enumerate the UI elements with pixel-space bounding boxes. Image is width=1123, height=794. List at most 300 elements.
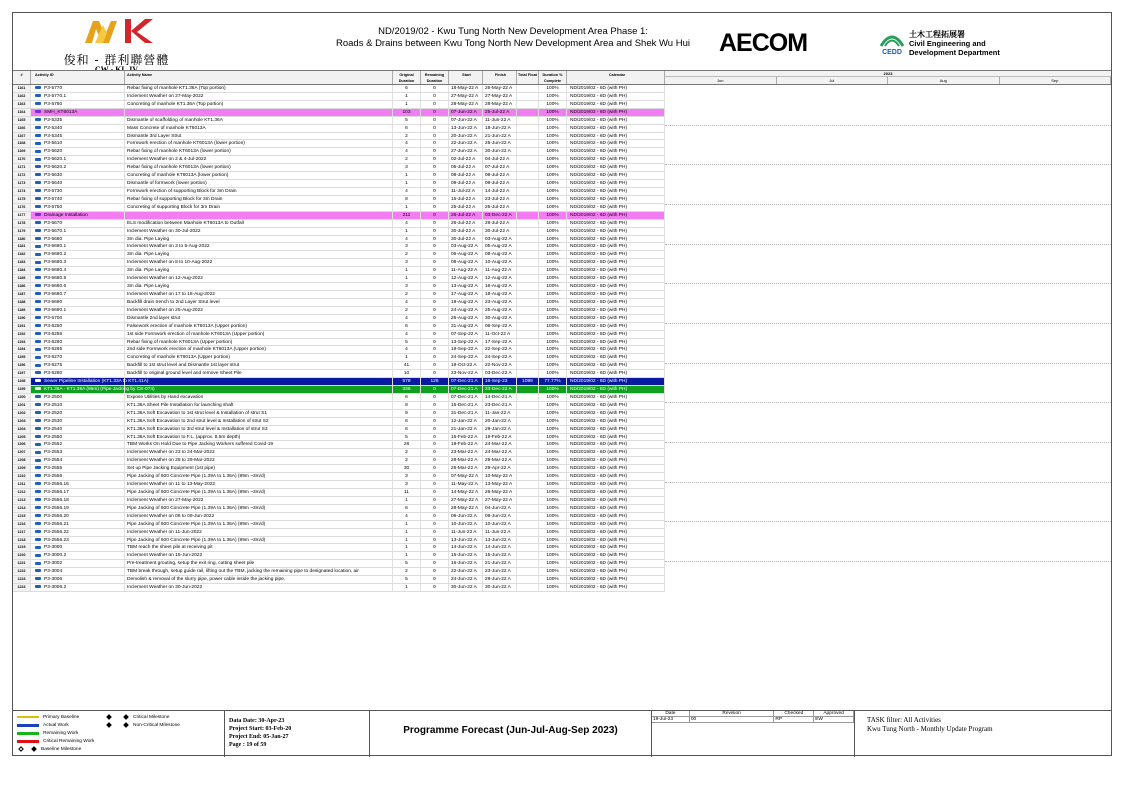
critical-remaining-swatch xyxy=(17,740,39,743)
activity-bar-icon xyxy=(35,348,41,351)
calendar: ND/2019/02 - 6D (with PH) xyxy=(567,331,665,338)
table-row[interactable] xyxy=(13,426,665,434)
finish-date: 23-Dec-22 A xyxy=(483,386,517,393)
activity-id-text: P3-5345 xyxy=(44,133,63,139)
table-row[interactable] xyxy=(13,346,665,354)
original-duration: 1 xyxy=(393,497,421,504)
start-date: 28-May-22 A xyxy=(449,101,483,108)
finish-date: 27-May-22 A xyxy=(483,93,517,100)
activity-name: Inclement Weather on 27-May-2022 xyxy=(125,93,393,100)
col-total-float[interactable]: Total Float xyxy=(517,71,539,84)
activity-name xyxy=(125,109,393,116)
activity-id xyxy=(31,513,125,520)
activity-name: Dismantle of scaffolding of manhole KT1.36A xyxy=(125,117,393,124)
table-row[interactable] xyxy=(13,117,665,125)
noncritical-milestone-icon-2 xyxy=(123,722,129,728)
calendar: ND/2019/02 - 6D (with PH) xyxy=(567,568,665,575)
original-duration: 2 xyxy=(393,291,421,298)
table-row[interactable] xyxy=(13,449,665,457)
row-number: 1186 xyxy=(13,283,31,290)
percent-complete: 100% xyxy=(539,457,567,464)
percent-complete: 100% xyxy=(539,275,567,282)
table-row[interactable] xyxy=(13,85,665,93)
row-number: 1183 xyxy=(13,259,31,266)
total-float xyxy=(517,275,539,282)
activity-name: Expose Utilities by Hand excavation xyxy=(125,394,393,401)
activity-id-text: P3-5670.1 xyxy=(44,228,67,234)
activity-id-text: P3-2530 xyxy=(44,418,63,424)
row-number: 1210 xyxy=(13,473,31,480)
finish-date: 05-Aug-22 A xyxy=(483,243,517,250)
col-activity-name[interactable]: Activity Name xyxy=(125,71,393,84)
remaining-duration: 0 xyxy=(421,117,449,124)
activity-id xyxy=(31,370,125,377)
col-remaining-duration[interactable]: Remaining Duration xyxy=(421,71,449,84)
activity-id-text: P3-5680.2 xyxy=(44,252,67,258)
remaining-duration: 0 xyxy=(421,283,449,290)
total-float xyxy=(517,267,539,274)
percent-complete: 100% xyxy=(539,441,567,448)
percent-complete: 100% xyxy=(539,117,567,124)
wbs-summary-row[interactable] xyxy=(13,386,665,394)
remaining-duration: 0 xyxy=(421,156,449,163)
row-number: 1193 xyxy=(13,339,31,346)
filter-line2: Kwu Tung North - Monthly Update Program xyxy=(867,725,993,733)
gantt-gridline xyxy=(665,402,1111,403)
col-percent-complete[interactable]: Duration % Complete xyxy=(539,71,567,84)
jv-name-chinese: 俊和 - 群利聯營體 xyxy=(63,53,170,67)
percent-complete: 100% xyxy=(539,133,567,140)
table-row[interactable] xyxy=(13,473,665,481)
wbs-icon xyxy=(35,110,41,113)
table-row[interactable] xyxy=(13,220,665,228)
row-number: 1168 xyxy=(13,140,31,147)
table-row[interactable] xyxy=(13,188,665,196)
activity-id xyxy=(31,93,125,100)
calendar: ND/2019/02 - 6D (with PH) xyxy=(567,497,665,504)
remaining-duration: 0 xyxy=(421,457,449,464)
table-row[interactable] xyxy=(13,93,665,101)
activity-id-text: KT1.36A - KT1.39A (99m) (Pipe Jacking by CE-074) xyxy=(44,387,155,393)
total-float xyxy=(517,513,539,520)
remaining-duration: 0 xyxy=(421,386,449,393)
finish-date: 24-Mar-22 A xyxy=(483,441,517,448)
table-row[interactable] xyxy=(13,410,665,418)
original-duration: 1 xyxy=(393,228,421,235)
table-row[interactable] xyxy=(13,228,665,236)
table-row[interactable] xyxy=(13,505,665,513)
original-duration: 3 xyxy=(393,164,421,171)
activity-id-text: P3-2556.16 xyxy=(44,482,69,488)
start-date: 24-Sep-22 A xyxy=(449,354,483,361)
activity-id xyxy=(31,323,125,330)
gantt-gridline xyxy=(665,125,1111,126)
calendar: ND/2019/02 - 6D (with PH) xyxy=(567,259,665,266)
activity-id xyxy=(31,220,125,227)
table-row[interactable] xyxy=(13,434,665,442)
activity-bar-icon xyxy=(35,427,41,430)
col-num[interactable]: # xyxy=(13,71,31,84)
activity-id xyxy=(31,584,125,591)
table-row[interactable] xyxy=(13,251,665,259)
data-date: Data Date: 30-Apr-23 xyxy=(229,718,285,724)
legend-label: Primary Baseline xyxy=(43,714,80,720)
calendar: ND/2019/02 - 6D (with PH) xyxy=(567,560,665,567)
activity-bar-icon xyxy=(35,530,41,533)
table-row[interactable] xyxy=(13,299,665,307)
finish-date: 10-May-22 A xyxy=(483,473,517,480)
activity-bar-icon xyxy=(35,94,41,97)
activity-bar-icon xyxy=(35,403,41,406)
activity-name: Inclement Weather on 17 to 18-Aug-2022 xyxy=(125,291,393,298)
activity-id xyxy=(31,497,125,504)
percent-complete: 100% xyxy=(539,236,567,243)
table-row[interactable] xyxy=(13,291,665,299)
percent-complete: 100% xyxy=(539,307,567,314)
table-row[interactable] xyxy=(13,125,665,133)
table-row[interactable] xyxy=(13,457,665,465)
start-date: 07-May-22 A xyxy=(449,473,483,480)
remaining-duration: 0 xyxy=(421,473,449,480)
activity-bar-icon xyxy=(35,340,41,343)
finish-date: 29-Jan-22 A xyxy=(483,426,517,433)
percent-complete: 100% xyxy=(539,140,567,147)
total-float xyxy=(517,117,539,124)
calendar: ND/2019/02 - 6D (with PH) xyxy=(567,251,665,258)
row-number: 1203 xyxy=(13,418,31,425)
finish-date: 29-Jun-22 A xyxy=(483,576,517,583)
original-duration: 4 xyxy=(393,236,421,243)
activity-id-text: P3-5680 xyxy=(44,236,63,242)
wbs-summary-row[interactable] xyxy=(13,109,665,117)
table-row[interactable] xyxy=(13,560,665,568)
activity-name: Formwork erection of manhole KT6013A (lower portion) xyxy=(125,140,393,147)
table-row[interactable] xyxy=(13,529,665,537)
activity-id xyxy=(31,489,125,496)
percent-complete: 100% xyxy=(539,156,567,163)
col-start[interactable]: Start xyxy=(449,71,483,84)
finish-date: 29-Jul-22 A xyxy=(483,220,517,227)
activity-id xyxy=(31,125,125,132)
col-finish[interactable]: Finish xyxy=(483,71,517,84)
original-duration: 1 xyxy=(393,521,421,528)
activity-name xyxy=(125,378,393,385)
total-float xyxy=(517,521,539,528)
activity-bar-icon xyxy=(35,118,41,121)
activity-id-text: P3-2520 xyxy=(44,410,63,416)
total-float xyxy=(517,410,539,417)
table-row[interactable] xyxy=(13,148,665,156)
activity-bar-icon xyxy=(35,126,41,129)
table-row[interactable] xyxy=(13,236,665,244)
table-row[interactable] xyxy=(13,497,665,505)
table-row[interactable] xyxy=(13,331,665,339)
row-number: 1197 xyxy=(13,370,31,377)
table-row[interactable] xyxy=(13,164,665,172)
table-row[interactable] xyxy=(13,323,665,331)
original-duration: 5 xyxy=(393,339,421,346)
row-number: 1164 xyxy=(13,109,31,116)
table-row[interactable] xyxy=(13,196,665,204)
activity-bar-icon xyxy=(35,237,41,240)
finish-date: 11-Jun-22 A xyxy=(483,529,517,536)
activity-bar-icon xyxy=(35,316,41,319)
percent-complete: 100% xyxy=(539,283,567,290)
calendar: ND/2019/02 - 6D (with PH) xyxy=(567,370,665,377)
activity-id-text: P3-5630 xyxy=(44,173,63,179)
activity-bar-icon xyxy=(35,451,41,454)
remaining-duration: 0 xyxy=(421,537,449,544)
remaining-duration: 0 xyxy=(421,339,449,346)
percent-complete: 100% xyxy=(539,172,567,179)
activity-bar-icon xyxy=(35,514,41,517)
total-float xyxy=(517,204,539,211)
table-row[interactable] xyxy=(13,243,665,251)
row-number: 1221 xyxy=(13,560,31,567)
activity-id xyxy=(31,236,125,243)
start-date: 25-Mar-22 A xyxy=(449,465,483,472)
activity-id xyxy=(31,339,125,346)
table-row[interactable] xyxy=(13,259,665,267)
activity-id xyxy=(31,101,125,108)
task-filter xyxy=(855,711,1111,757)
remaining-duration: 0 xyxy=(421,180,449,187)
gantt-gridline xyxy=(665,482,1111,483)
remaining-duration: 0 xyxy=(421,307,449,314)
finish-date: 03-Dec-22 A xyxy=(483,370,517,377)
activity-bar-icon xyxy=(35,181,41,184)
activity-id-text: P3-2540 xyxy=(44,426,63,432)
table-row[interactable] xyxy=(13,441,665,449)
start-date: 20-Jun-22 A xyxy=(449,133,483,140)
activity-name: Rebar fixing of manhole KT6013A (lower portion) xyxy=(125,148,393,155)
table-row[interactable] xyxy=(13,133,665,141)
activity-name: Rebar fixing of supporting Block for 3m Drain xyxy=(125,196,393,203)
finish-date: 11-Aug-22 A xyxy=(483,267,517,274)
activity-id-text: P3-2556.22 xyxy=(44,529,69,535)
calendar: ND/2019/02 - 6D (with PH) xyxy=(567,434,665,441)
activity-id xyxy=(31,140,125,147)
table-row[interactable] xyxy=(13,267,665,275)
start-date: 13-Jun-22 A xyxy=(449,537,483,544)
table-row[interactable] xyxy=(13,339,665,347)
table-row[interactable] xyxy=(13,465,665,473)
finish-date: 14-Dec-21 A xyxy=(483,394,517,401)
table-row[interactable] xyxy=(13,584,665,592)
row-number: 1161 xyxy=(13,85,31,92)
finish-date: 30-Jun-22 A xyxy=(483,148,517,155)
col-activity-id[interactable]: Activity ID xyxy=(31,71,125,84)
activity-name: Inclement Weather on 2 & 4-Jul-2022 xyxy=(125,156,393,163)
activity-id xyxy=(31,180,125,187)
percent-complete: 100% xyxy=(539,529,567,536)
activity-id-text: P3-5780 xyxy=(44,101,63,107)
gantt-gridline xyxy=(665,442,1111,443)
activity-name: Dismantle of formwork (lower portion) xyxy=(125,180,393,187)
table-row[interactable] xyxy=(13,568,665,576)
row-number: 1205 xyxy=(13,434,31,441)
table-row[interactable] xyxy=(13,552,665,560)
project-start: Project Start: 03-Feb-20 xyxy=(229,726,292,732)
finish-date: 03-Aug-22 A xyxy=(483,236,517,243)
percent-complete: 100% xyxy=(539,544,567,551)
table-row[interactable] xyxy=(13,489,665,497)
activity-id-text: P3-5335 xyxy=(44,117,63,123)
table-row[interactable] xyxy=(13,513,665,521)
table-row[interactable] xyxy=(13,275,665,283)
activity-id xyxy=(31,109,125,116)
activity-bar-icon xyxy=(35,569,41,572)
table-row[interactable] xyxy=(13,418,665,426)
table-row[interactable] xyxy=(13,307,665,315)
wbs-summary-row[interactable] xyxy=(13,378,665,386)
table-row[interactable] xyxy=(13,354,665,362)
remaining-duration: 0 xyxy=(421,299,449,306)
start-date: 31-Aug-22 A xyxy=(449,323,483,330)
activity-bar-icon xyxy=(35,324,41,327)
activity-name: KT1.36A Soft Excavation to 1st strut level & Installation of strut S1 xyxy=(125,410,393,417)
rev-checked: RP xyxy=(774,717,814,722)
table-row[interactable] xyxy=(13,481,665,489)
finish-date: 29-Mar-22 A xyxy=(483,457,517,464)
row-number: 1211 xyxy=(13,481,31,488)
percent-complete: 100% xyxy=(539,339,567,346)
gantt-months xyxy=(665,77,1111,85)
activity-bar-icon xyxy=(35,522,41,525)
row-number: 1191 xyxy=(13,323,31,330)
legend-primary-baseline xyxy=(17,714,79,720)
activity-name xyxy=(125,386,393,393)
table-row[interactable] xyxy=(13,370,665,378)
total-float xyxy=(517,560,539,567)
original-duration: 2 xyxy=(393,307,421,314)
row-number: 1204 xyxy=(13,426,31,433)
original-duration: 4 xyxy=(393,148,421,155)
original-duration: 1 xyxy=(393,267,421,274)
activity-id xyxy=(31,331,125,338)
total-float: 1099 xyxy=(517,378,539,385)
table-row[interactable] xyxy=(13,402,665,410)
table-row[interactable] xyxy=(13,101,665,109)
col-original-duration[interactable]: Original Duration xyxy=(393,71,421,84)
start-date: 24-Jun-22 A xyxy=(449,576,483,583)
remaining-duration: 0 xyxy=(421,172,449,179)
table-row[interactable] xyxy=(13,283,665,291)
activity-name: Backfill to 1st strut level and Dismantle 1st layer strut xyxy=(125,362,393,369)
original-duration: 4 xyxy=(393,315,421,322)
legend-critical-milestone xyxy=(105,714,170,720)
row-number: 1177 xyxy=(13,212,31,219)
total-float xyxy=(517,315,539,322)
col-calendar[interactable]: Calendar xyxy=(567,71,665,84)
total-float xyxy=(517,346,539,353)
percent-complete: 100% xyxy=(539,243,567,250)
table-row[interactable] xyxy=(13,362,665,370)
percent-complete: 100% xyxy=(539,489,567,496)
total-float xyxy=(517,236,539,243)
noncritical-milestone-icon xyxy=(106,722,112,728)
gantt-month-sep: Sep xyxy=(1000,77,1112,84)
table-row[interactable] xyxy=(13,537,665,545)
table-row[interactable] xyxy=(13,521,665,529)
finish-date: 25-Jul-22 A xyxy=(483,204,517,211)
original-duration: 1 xyxy=(393,93,421,100)
activity-bar-icon xyxy=(35,538,41,541)
activity-name: Pipe Jacking of 600 Concrete Pipe (1.39A to 1.36A) (99m ~3m/d) xyxy=(125,537,393,544)
percent-complete: 100% xyxy=(539,434,567,441)
percent-complete: 100% xyxy=(539,331,567,338)
percent-complete: 100% xyxy=(539,568,567,575)
activity-bar-icon xyxy=(35,356,41,359)
total-float xyxy=(517,109,539,116)
table-row[interactable] xyxy=(13,172,665,180)
activity-bar-icon xyxy=(35,205,41,208)
remaining-duration: 0 xyxy=(421,188,449,195)
percent-complete: 100% xyxy=(539,362,567,369)
calendar: ND/2019/02 - 6D (with PH) xyxy=(567,505,665,512)
finish-date: 30-Aug-22 A xyxy=(483,315,517,322)
legend-critical-remaining xyxy=(17,738,94,744)
percent-complete: 100% xyxy=(539,426,567,433)
table-row[interactable] xyxy=(13,204,665,212)
finish-date: 25-Jul-22 A xyxy=(483,109,517,116)
activity-bar-icon xyxy=(35,482,41,485)
start-date: 12-Jan-22 A xyxy=(449,418,483,425)
activity-id xyxy=(31,394,125,401)
table-row[interactable] xyxy=(13,315,665,323)
table-row[interactable] xyxy=(13,394,665,402)
activity-id-text: P3-2556.20 xyxy=(44,513,69,519)
row-number: 1170 xyxy=(13,156,31,163)
row-number: 1178 xyxy=(13,220,31,227)
original-duration: 2 xyxy=(393,251,421,258)
row-number: 1180 xyxy=(13,236,31,243)
finish-date: 24-Sep-22 A xyxy=(483,354,517,361)
remaining-duration: 0 xyxy=(421,331,449,338)
start-date: 26-Jul-22 A xyxy=(449,220,483,227)
finish-date: 04-Jul-22 A xyxy=(483,156,517,163)
original-duration: 10 xyxy=(393,370,421,377)
original-duration: 30 xyxy=(393,465,421,472)
table-row[interactable] xyxy=(13,156,665,164)
activity-bar-icon xyxy=(35,268,41,271)
activity-id-text: P3-2556.21 xyxy=(44,521,69,527)
finish-date: 14-Jun-22 A xyxy=(483,544,517,551)
table-row[interactable] xyxy=(13,180,665,188)
row-number: 1172 xyxy=(13,172,31,179)
wbs-summary-row[interactable] xyxy=(13,212,665,220)
calendar: ND/2019/02 - 6D (with PH) xyxy=(567,394,665,401)
table-row[interactable] xyxy=(13,576,665,584)
remaining-duration: 0 xyxy=(421,544,449,551)
start-date: 19-Aug-22 A xyxy=(449,299,483,306)
table-row[interactable] xyxy=(13,544,665,552)
activity-id xyxy=(31,188,125,195)
calendar: ND/2019/02 - 6D (with PH) xyxy=(567,125,665,132)
finish-date: 15-Jun-22 A xyxy=(483,552,517,559)
activity-name: Inclement Weather on 06 to 09-Jun-2022 xyxy=(125,513,393,520)
row-number: 1214 xyxy=(13,505,31,512)
percent-complete: 100% xyxy=(539,370,567,377)
activity-id-text: P3-6275 xyxy=(44,363,63,369)
activity-bar-icon xyxy=(35,506,41,509)
activity-id xyxy=(31,378,149,385)
total-float xyxy=(517,505,539,512)
table-row[interactable] xyxy=(13,140,665,148)
original-duration: 1 xyxy=(393,172,421,179)
activity-name: Dismantle 2nd layer strut xyxy=(125,315,393,322)
activity-id xyxy=(31,529,125,536)
